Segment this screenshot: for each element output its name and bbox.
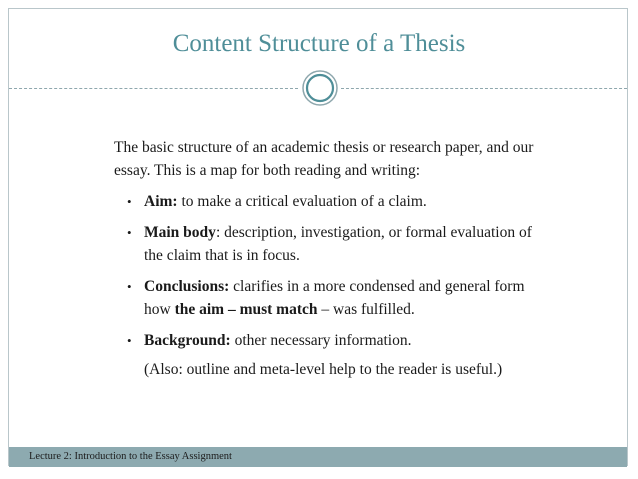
aim-lead: Aim:	[144, 193, 178, 210]
background-text: other necessary information.	[230, 332, 412, 349]
bullet-list	[114, 190, 554, 352]
slide-title: Content Structure of a Thesis	[172, 30, 466, 57]
aim-text: to make a critical evaluation of a claim.	[177, 193, 427, 210]
conclusions-lead: Conclusions:	[144, 278, 230, 295]
conclusions-text-end: – was fulfilled.	[317, 301, 415, 318]
bullet-icon: •	[127, 279, 132, 294]
bullet-icon: •	[127, 333, 132, 348]
slide-body	[114, 136, 554, 381]
list-item-background	[114, 329, 554, 352]
conclusions-emphasis: the aim – must match	[174, 301, 318, 318]
main-body-lead: Main body	[144, 224, 216, 241]
main-body-text: : description, investigation, or formal evaluation of the claim that is in focus.	[144, 224, 532, 264]
list-item-conclusions	[114, 275, 554, 321]
divider-left	[9, 88, 298, 89]
list-item-aim	[114, 190, 554, 213]
conclusions-text: clarifies in a more condensed and general form how	[144, 278, 525, 318]
bullet-icon: •	[127, 194, 132, 209]
circle-ornament-icon	[301, 69, 339, 107]
divider-right	[341, 88, 627, 89]
bullet-icon: •	[127, 225, 132, 240]
background-lead: Background:	[144, 332, 231, 349]
intro-paragraph: The basic structure of an academic thesis or research paper, and our essay. This is a map for both reading and writing:	[114, 139, 534, 179]
list-item-main-body	[114, 221, 554, 267]
footer-text: Lecture 2: Introduction to the Essay Assignment	[29, 451, 232, 462]
note-text: (Also: outline and meta-level help to the reader is useful.)	[144, 361, 503, 378]
